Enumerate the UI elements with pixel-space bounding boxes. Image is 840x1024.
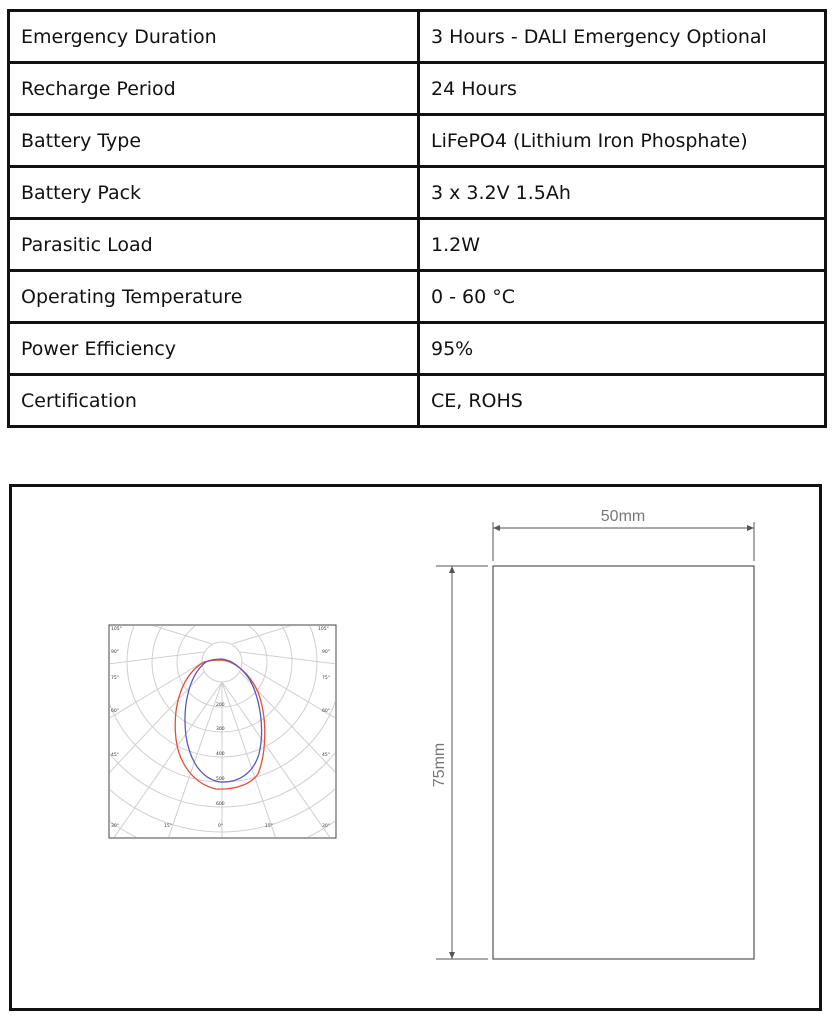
spec-value: 3 Hours - DALI Emergency Optional <box>419 11 826 63</box>
svg-text:30°: 30° <box>111 824 119 829</box>
spec-label: Recharge Period <box>9 63 419 115</box>
table-row <box>9 115 826 167</box>
svg-text:75°: 75° <box>111 676 119 681</box>
spec-value: CE, ROHS <box>419 375 826 427</box>
product-outline <box>493 566 754 959</box>
table-row <box>9 11 826 63</box>
spec-value: 1.2W <box>419 219 826 271</box>
dimension-drawing <box>424 497 764 977</box>
svg-text:45°: 45° <box>111 753 119 758</box>
spec-value: 24 Hours <box>419 63 826 115</box>
spec-value: 3 x 3.2V 1.5Ah <box>419 167 826 219</box>
spec-label: Battery Type <box>9 115 419 167</box>
svg-text:15°: 15° <box>164 824 172 829</box>
table-row <box>9 271 826 323</box>
spec-label: Parasitic Load <box>9 219 419 271</box>
table-row <box>9 375 826 427</box>
svg-text:600: 600 <box>216 802 225 807</box>
svg-text:105°: 105° <box>111 627 122 632</box>
height-label: 75mm <box>431 742 448 788</box>
spec-table <box>7 9 827 428</box>
svg-text:15°: 15° <box>265 824 273 829</box>
svg-text:60°: 60° <box>111 709 119 714</box>
spec-label: Power Efficiency <box>9 323 419 375</box>
table-row <box>9 167 826 219</box>
svg-text:400: 400 <box>216 752 225 757</box>
svg-text:45°: 45° <box>322 753 330 758</box>
table-row <box>9 219 826 271</box>
spec-label: Battery Pack <box>9 167 419 219</box>
svg-text:200: 200 <box>216 703 225 708</box>
svg-text:0°: 0° <box>218 824 224 829</box>
polar-distribution-diagram <box>108 624 337 839</box>
svg-text:75°: 75° <box>322 676 330 681</box>
svg-text:90°: 90° <box>322 650 330 655</box>
width-dimension-line <box>493 522 754 561</box>
table-row <box>9 323 826 375</box>
svg-text:300: 300 <box>216 727 225 732</box>
spec-value: LiFePO4 (Lithium Iron Phosphate) <box>419 115 826 167</box>
spec-label: Certification <box>9 375 419 427</box>
svg-text:105°: 105° <box>318 627 329 632</box>
svg-text:90°: 90° <box>111 650 119 655</box>
svg-text:30°: 30° <box>322 824 330 829</box>
table-row <box>9 63 826 115</box>
svg-text:60°: 60° <box>322 709 330 714</box>
spec-value: 95% <box>419 323 826 375</box>
spec-label: Operating Temperature <box>9 271 419 323</box>
spec-value: 0 - 60 °C <box>419 271 826 323</box>
spec-label: Emergency Duration <box>9 11 419 63</box>
svg-text:500: 500 <box>216 777 225 782</box>
width-label: 50mm <box>600 508 646 525</box>
